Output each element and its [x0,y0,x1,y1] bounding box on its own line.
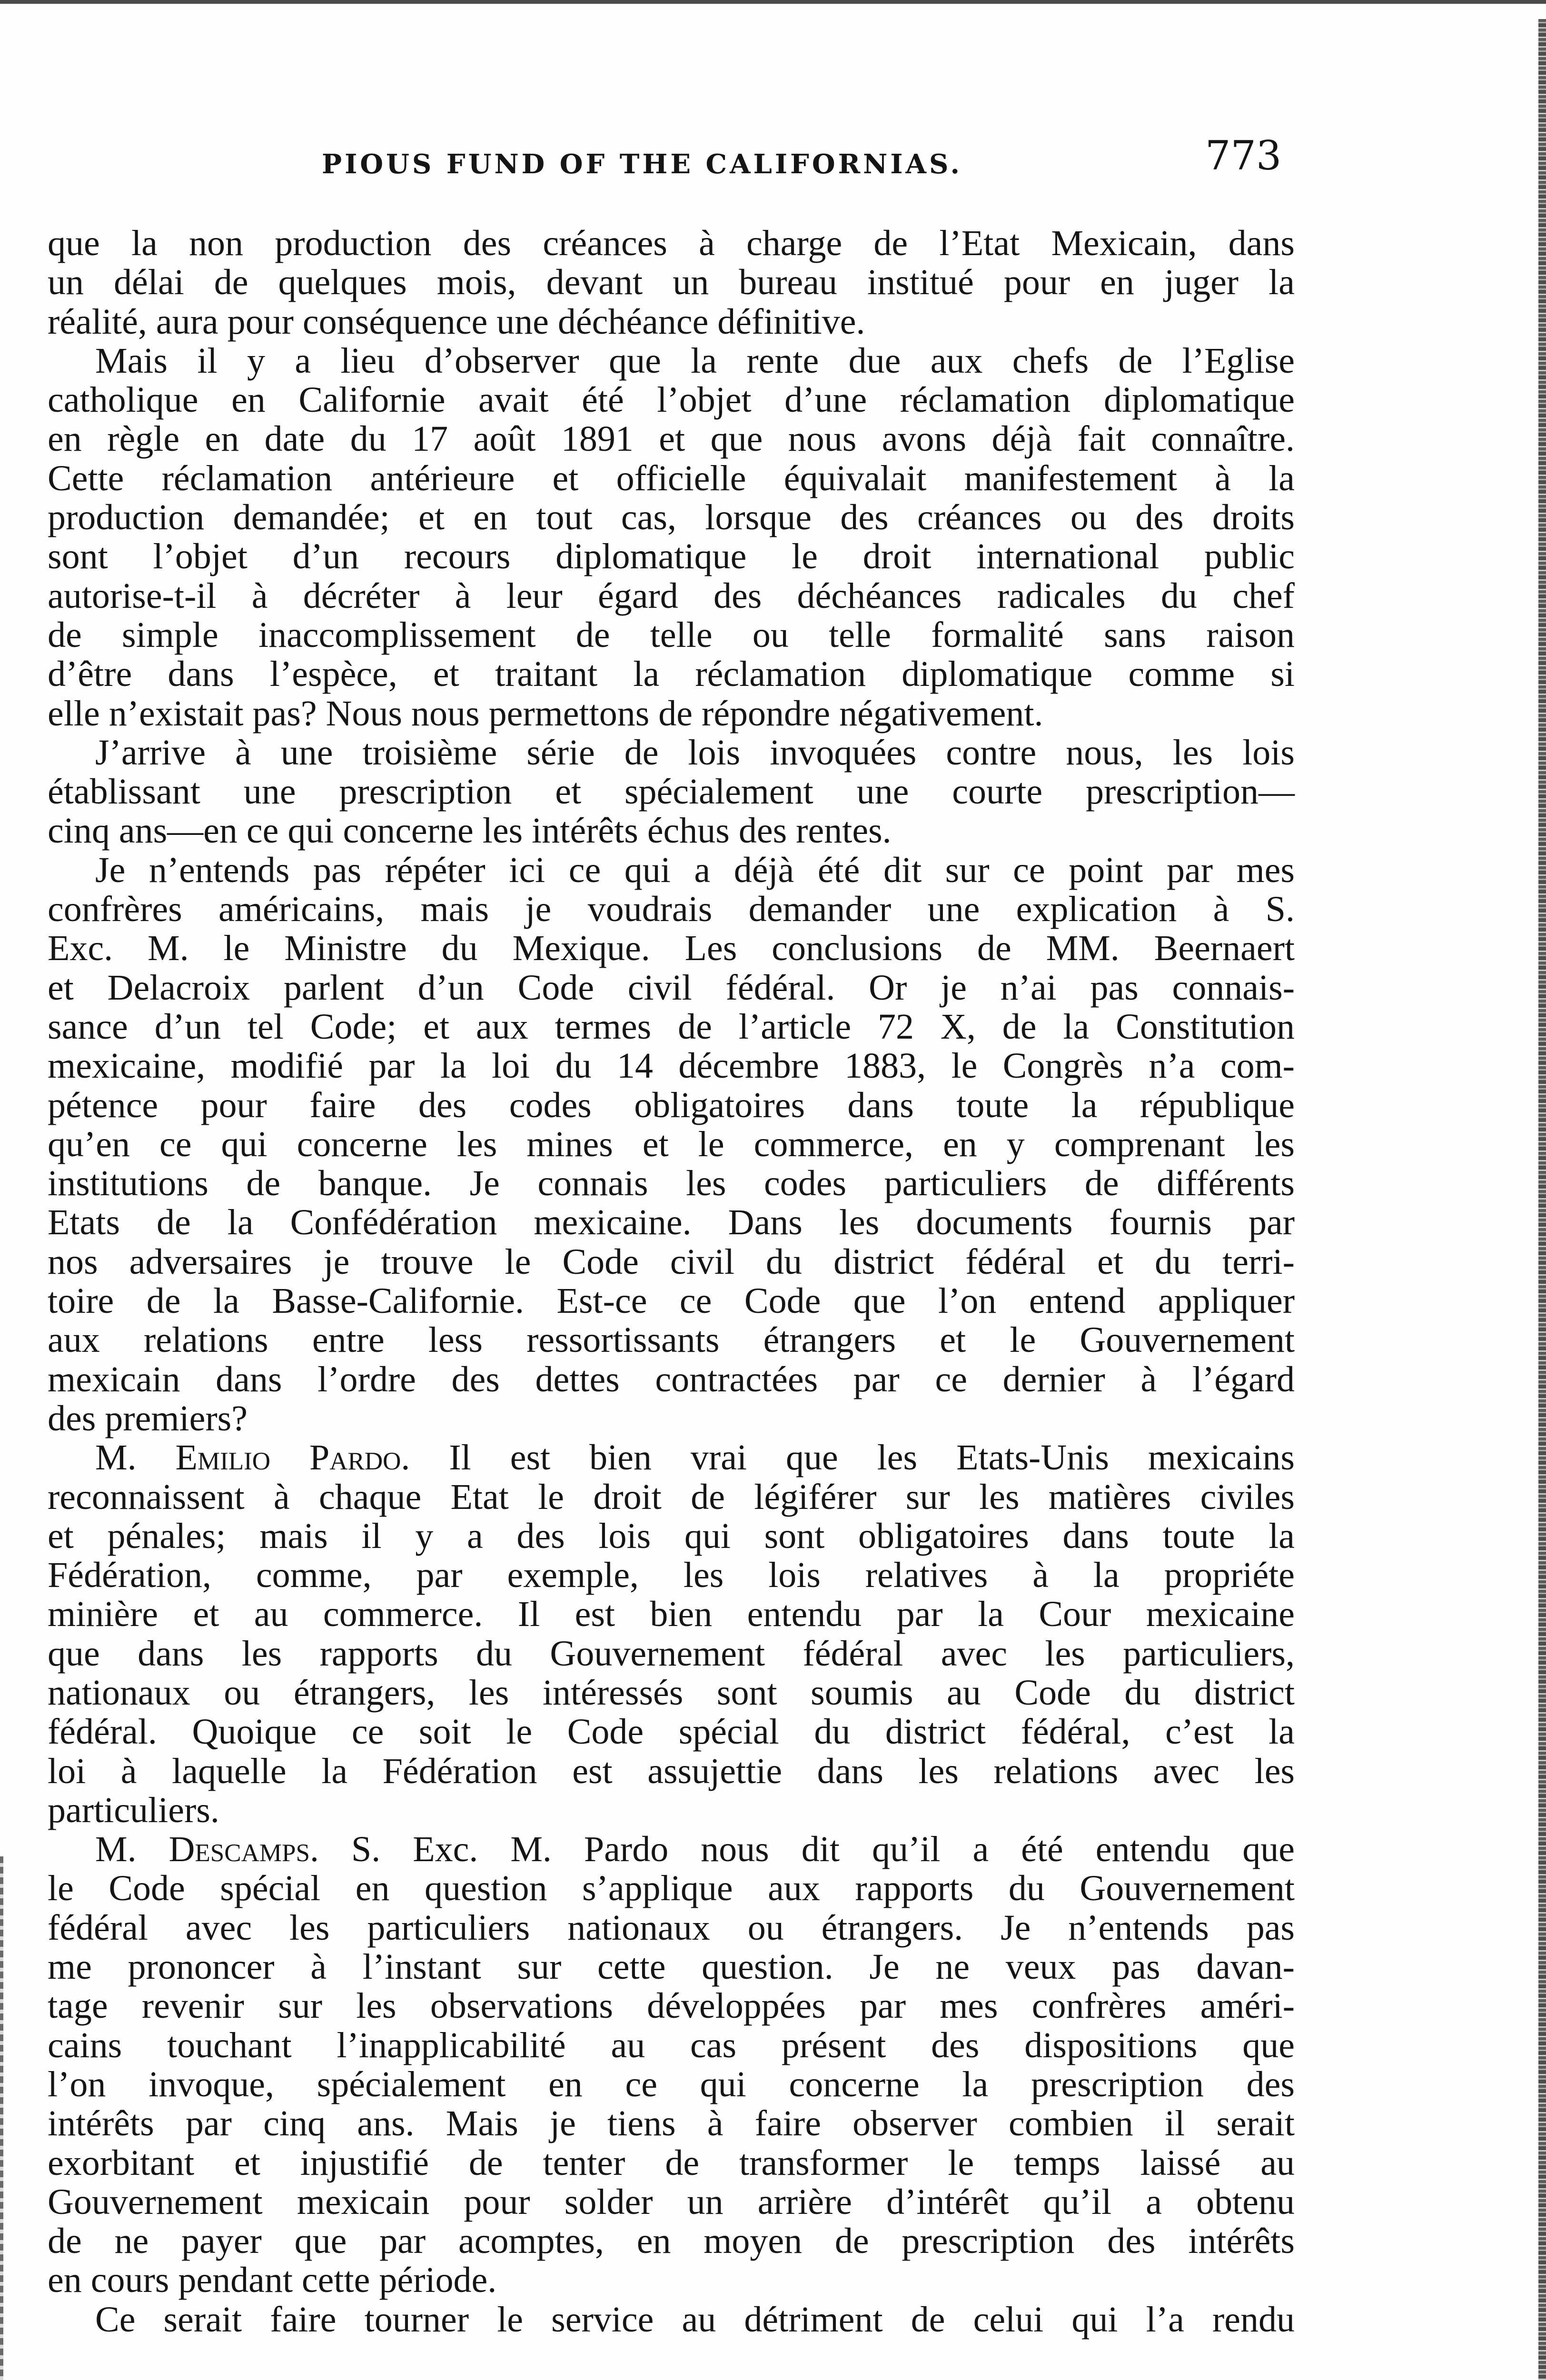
text-line: sance d’un tel Code; et aux termes de l’article 72 X, de la Constitution [48,1006,1295,1047]
text-line: tage revenir sur les observations développées par mes confrères améri- [48,1986,1295,2026]
text-line: sont l’objet d’un recours diplomatique le droit international public [48,536,1295,577]
text-line: Ce serait faire tourner le service au détriment de celui qui l’a rendu [95,2299,1295,2340]
text-line: d’être dans l’espèce, et traitant la réclamation diplomatique comme si [48,654,1295,694]
text-line: J’arrive à une troisième série de lois invoquées contre nous, les lois [95,732,1295,773]
text-line: loi à laquelle la Fédération est assujettie dans les relations avec les [48,1751,1295,1791]
text-line: et Delacroix parlent d’un Code civil fédéral. Or je n’ai pas connais- [48,967,1295,1008]
text-line: qu’en ce qui concerne les mines et le commerce, en y comprenant les [48,1124,1295,1164]
text-line: des premiers? [48,1398,248,1438]
text-line: Je n’entends pas répéter ici ce qui a déjà été dit sur ce point par mes [95,850,1295,890]
text-line: et pénales; mais il y a des lois qui sont obligatoires dans toute la [48,1516,1295,1556]
text-line: établissant une prescription et spécialement une courte prescription— [48,772,1295,812]
body-text [48,224,1295,2339]
speaker-name: M. Emilio Pardo. [95,1438,410,1478]
text-line: cains touchant l’inapplicabilité au cas présent des dispositions que [48,2025,1295,2065]
text-line: M. Emilio Pardo. Il est bien vrai que les Etats-Unis mexicains [95,1438,1295,1478]
text-line: aux relations entre less ressortissants étrangers et le Gouvernement [48,1320,1295,1360]
text-line: reconnaissent à chaque Etat le droit de légiférer sur les matières civiles [48,1477,1295,1517]
text-line: nationaux ou étrangers, les intéressés sont soumis au Code du district [48,1672,1295,1713]
text-line: Cette réclamation antérieure et officielle équivalait manifestement à la [48,458,1295,498]
text-line: toire de la Basse-Californie. Est-ce ce Code que l’on entend appliquer [48,1281,1295,1321]
page-number: 773 [1205,132,1282,179]
text-line: particuliers. [48,1790,219,1830]
text-line: confrères américains, mais je voudrais demander une explication à S. [48,889,1295,930]
text-line: un délai de quelques mois, devant un bureau institué pour en juger la [48,262,1295,303]
text-line: Fédération, comme, par exemple, les lois relatives à la propriéte [48,1555,1295,1596]
text-line: Etats de la Confédération mexicaine. Dans les documents fournis par [48,1202,1295,1243]
left-page-edge [0,1856,3,2380]
text-line: mexicaine, modifié par la loi du 14 décembre 1883, le Congrès n’a com- [48,1046,1295,1086]
text-line: que la non production des créances à charge de l’Etat Mexicain, dans [48,223,1295,263]
text-line: en règle en date du 17 août 1891 et que nous avons déjà fait connaître. [48,419,1295,459]
text-line: fédéral avec les particuliers nationaux ou étrangers. Je n’entends pas [48,1907,1295,1948]
top-border [0,0,1546,4]
text-line: en cours pendant cette période. [48,2260,497,2301]
text-line: exorbitant et injustifié de tenter de transformer le temps laissé au [48,2142,1295,2183]
text-line: elle n’existait pas? Nous nous permettons de répondre négativement. [48,693,1043,734]
text-line: cinq ans—en ce qui concerne les intérêts échus des rentes. [48,811,892,851]
speaker-name: M. Descamps. [95,1829,319,1870]
text-line: l’on invoque, spécialement en ce qui concerne la prescription des [48,2064,1295,2104]
text-line: production demandée; et en tout cas, lorsque des créances ou des droits [48,497,1295,538]
running-header [0,132,1546,186]
text-line: pétence pour faire des codes obligatoires dans toute la république [48,1085,1295,1125]
text-line: Exc. M. le Ministre du Mexique. Les conclusions de MM. Beernaert [48,928,1295,969]
text-line: nos adversaires je trouve le Code civil du district fédéral et du terri- [48,1241,1295,1282]
text-line: réalité, aura pour conséquence une déchéance définitive. [48,301,865,342]
text-line: institutions de banque. Je connais les codes particuliers de différents [48,1163,1295,1204]
text-line: le Code spécial en question s’applique aux rapports du Gouvernement [48,1868,1295,1909]
text-line: me prononcer à l’instant sur cette question. Je ne veux pas davan- [48,1947,1295,1987]
text-line: autorise-t-il à décréter à leur égard des déchéances radicales du chef [48,575,1295,616]
running-title: PIOUS FUND OF THE CALIFORNIAS. [322,149,962,180]
text-line: catholique en Californie avait été l’objet d’une réclamation diplomatique [48,380,1295,420]
text-line: de simple inaccomplissement de telle ou telle formalité sans raison [48,615,1295,655]
text-line: minière et au commerce. Il est bien entendu par la Cour mexicaine [48,1594,1295,1635]
text-line: Mais il y a lieu d’observer que la rente due aux chefs de l’Eglise [95,340,1295,381]
text-line: fédéral. Quoique ce soit le Code spécial du district fédéral, c’est la [48,1712,1295,1752]
text-line: intérêts par cinq ans. Mais je tiens à faire observer combien il serait [48,2103,1295,2144]
text-line: M. Descamps. S. Exc. M. Pardo nous dit qu’il a été entendu que [95,1829,1295,1870]
text-line: Gouvernement mexicain pour solder un arrière d’intérêt qu’il a obtenu [48,2182,1295,2222]
text-line: que dans les rapports du Gouvernement fédéral avec les particuliers, [48,1633,1295,1674]
text-line: de ne payer que par acomptes, en moyen de prescription des intérêts [48,2221,1295,2261]
text-line: mexicain dans l’ordre des dettes contractées par ce dernier à l’égard [48,1359,1295,1399]
right-page-edge [1538,19,1546,2380]
